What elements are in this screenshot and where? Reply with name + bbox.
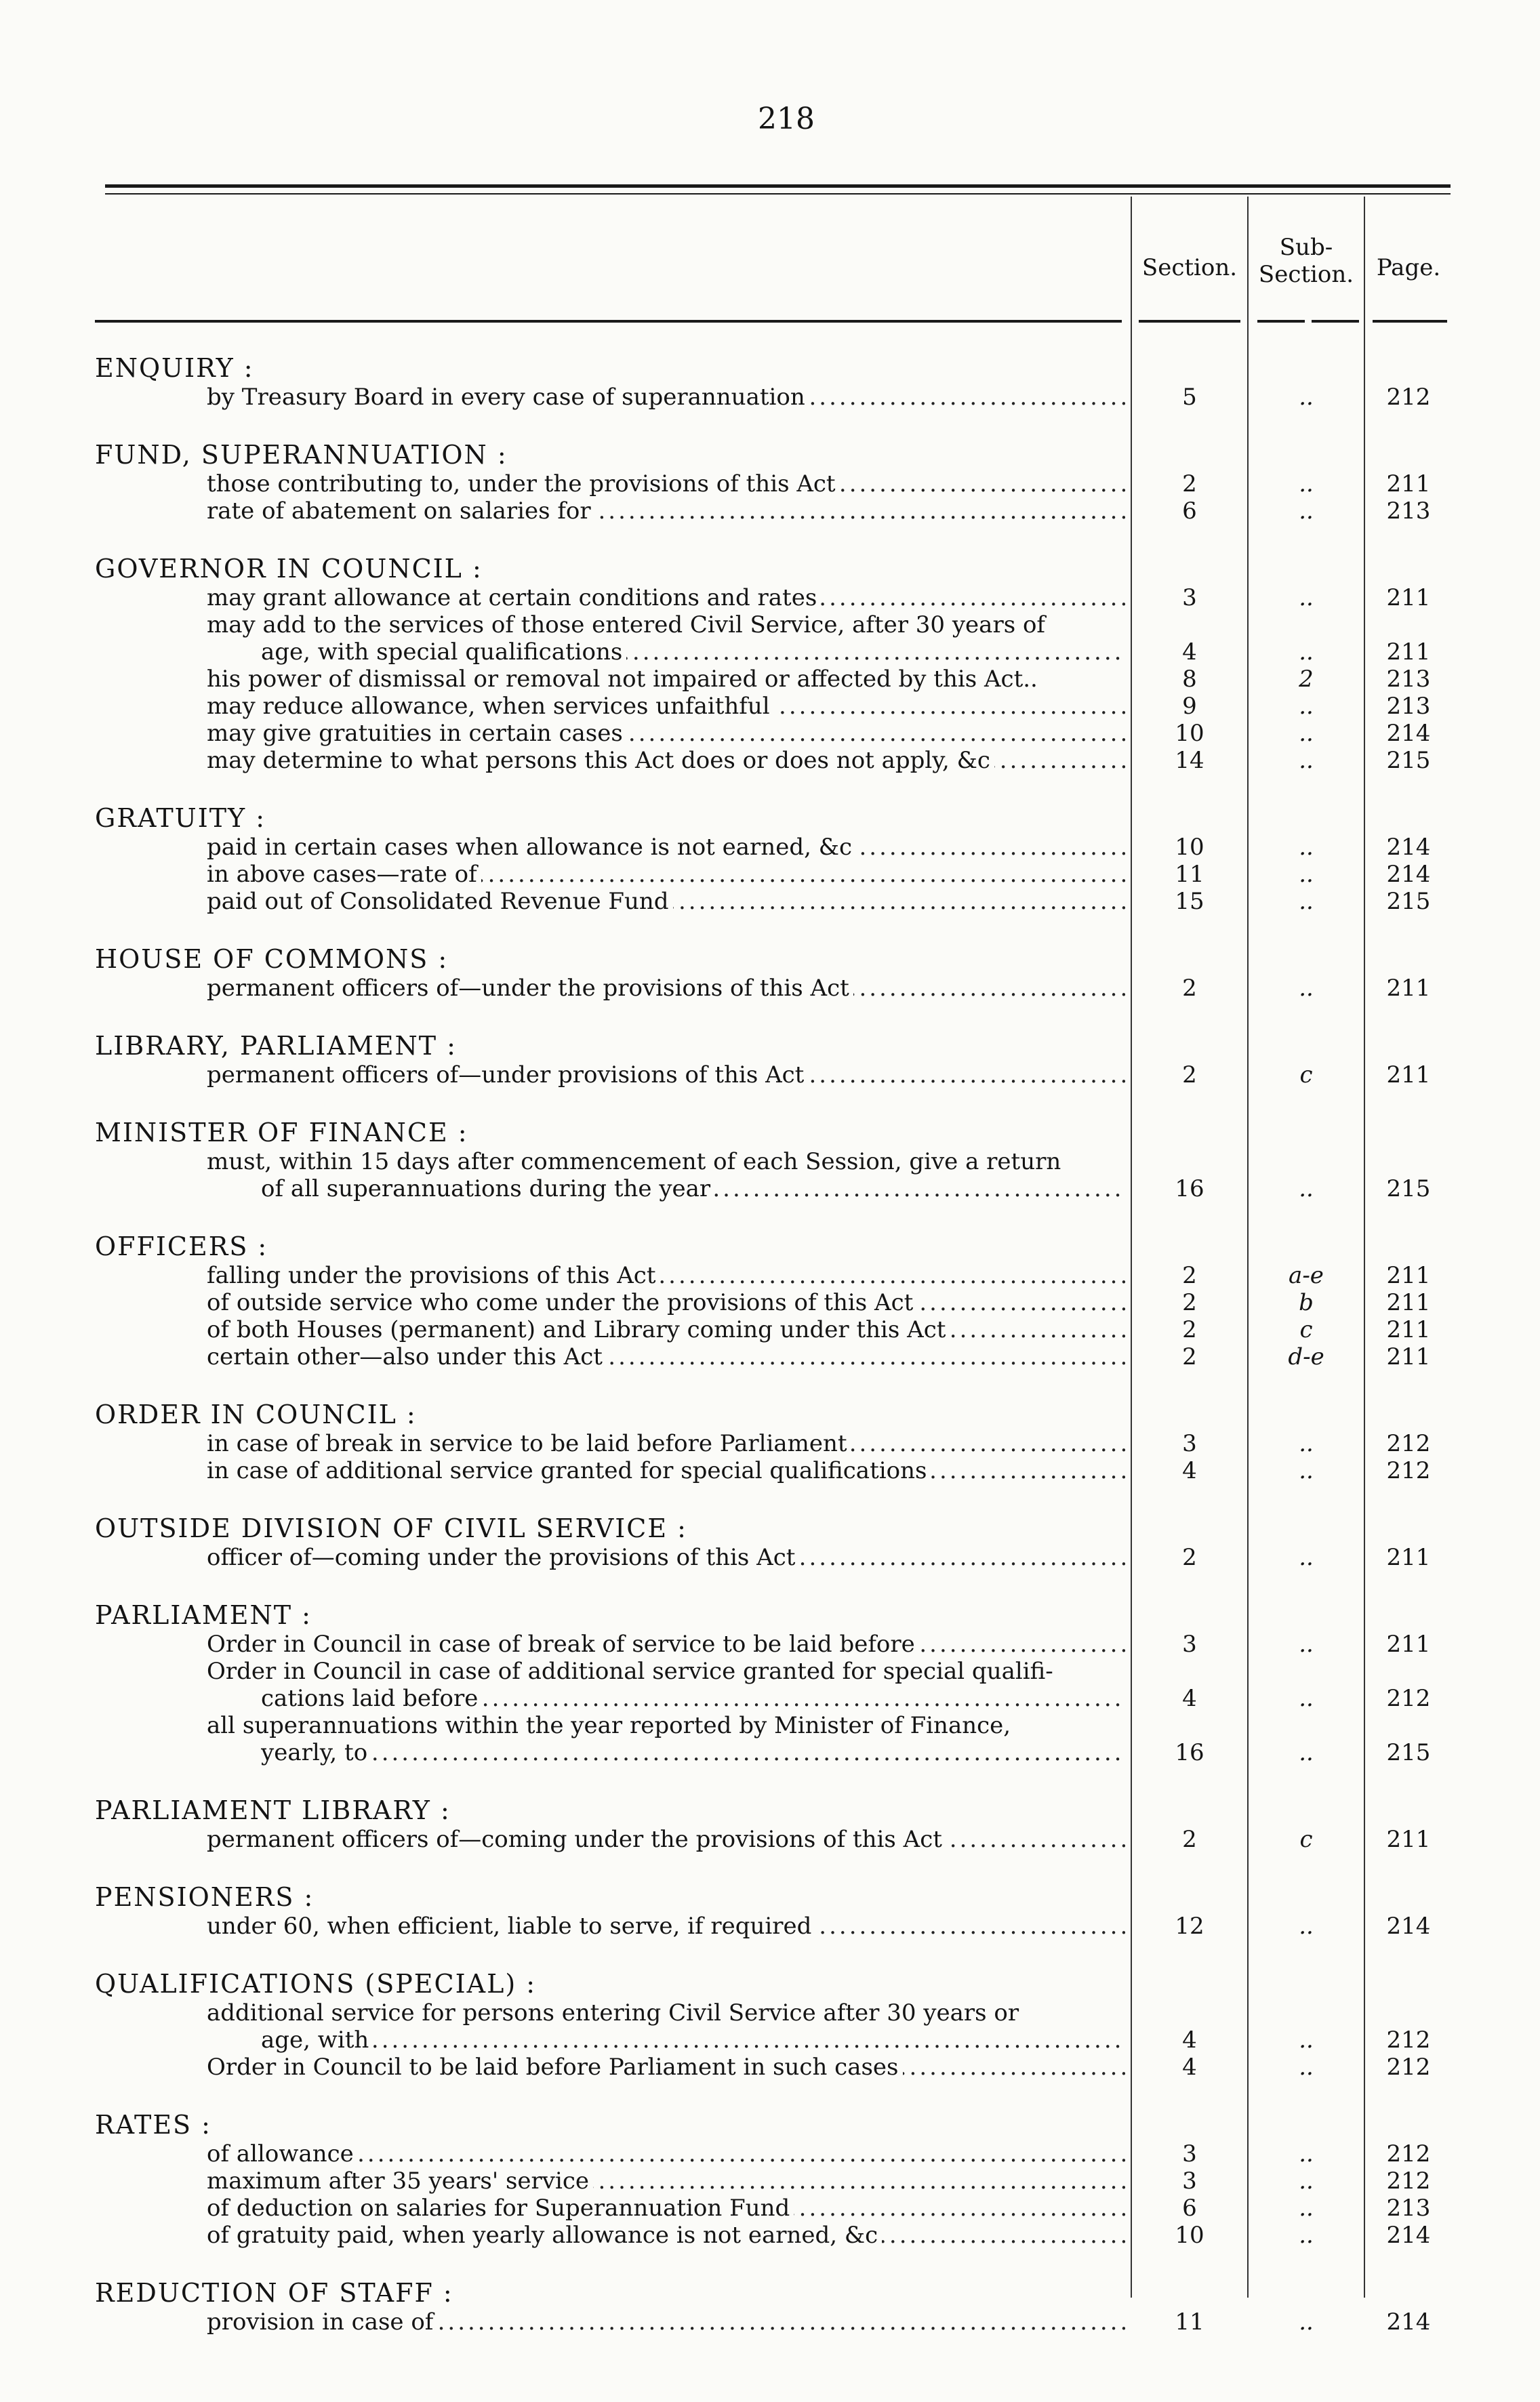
column-header-page: Page. bbox=[1376, 254, 1441, 281]
index-heading: REDUCTION OF STAFF : bbox=[95, 2278, 453, 2308]
entry-subsection: .. bbox=[1299, 2054, 1314, 2081]
index-entry bbox=[0, 2054, 1540, 2081]
entry-text: maximum after 35 years' service bbox=[207, 2167, 593, 2195]
entry-section: 3 bbox=[1182, 1430, 1197, 1457]
index-group bbox=[0, 1881, 1540, 1940]
entry-text: in case of break in service to be laid before Parliament bbox=[207, 1430, 851, 1457]
entry-text: may grant allowance at certain conditions and rates bbox=[207, 584, 821, 611]
entry-section: 3 bbox=[1182, 1631, 1197, 1658]
index-entry bbox=[0, 2195, 1540, 2222]
entry-subsection: .. bbox=[1299, 2167, 1314, 2195]
entry-subsection: .. bbox=[1299, 1685, 1314, 1712]
index-heading: ORDER IN COUNCIL : bbox=[95, 1400, 417, 1429]
entry-subsection: .. bbox=[1299, 2027, 1314, 2054]
entry-subsection: .. bbox=[1299, 497, 1314, 525]
entry-text: Order in Council to be laid before Parliament in such cases bbox=[207, 2054, 903, 2081]
entry-subsection: .. bbox=[1299, 1544, 1314, 1571]
index-entry bbox=[0, 747, 1540, 774]
entry-description bbox=[207, 861, 1125, 888]
entry-text: certain other—also under this Act bbox=[207, 1343, 607, 1370]
entry-subsection: .. bbox=[1299, 720, 1314, 747]
entry-text: Order in Council in case of additional service granted for special qualifi- bbox=[207, 1658, 1057, 1685]
entry-section: 9 bbox=[1182, 693, 1197, 720]
entry-page: 212 bbox=[1386, 384, 1431, 411]
index-entry bbox=[0, 1061, 1540, 1088]
entry-description bbox=[207, 2140, 1125, 2167]
entry-section: 2 bbox=[1182, 1343, 1197, 1370]
entry-page: 212 bbox=[1386, 1685, 1431, 1712]
column-header-section: Section. bbox=[1141, 254, 1238, 281]
entry-page: 214 bbox=[1386, 720, 1431, 747]
index-entry bbox=[0, 1457, 1540, 1484]
entry-section: 4 bbox=[1182, 1685, 1197, 1712]
top-rule-thick bbox=[105, 184, 1451, 188]
index-heading: MINISTER OF FINANCE : bbox=[95, 1118, 468, 1147]
entry-text: of deduction on salaries for Superannuation Fund bbox=[207, 2195, 794, 2222]
entry-section: 14 bbox=[1175, 747, 1204, 774]
index-entry bbox=[0, 1631, 1540, 1658]
entry-page: 213 bbox=[1386, 497, 1431, 525]
entry-subsection: .. bbox=[1299, 2308, 1314, 2336]
index-entry bbox=[0, 1343, 1540, 1370]
entry-subsection: .. bbox=[1299, 975, 1314, 1002]
entry-subsection: .. bbox=[1299, 1175, 1314, 1202]
entry-text: additional service for persons entering Civil Service after 30 years or bbox=[207, 1999, 1023, 2027]
entry-subsection: .. bbox=[1299, 1457, 1314, 1484]
entry-subsection: .. bbox=[1299, 834, 1314, 861]
entry-text: under 60, when efficient, liable to serve, if required bbox=[207, 1913, 815, 1940]
entry-text: permanent officers of—coming under the provisions of this Act bbox=[207, 1826, 946, 1853]
entry-subsection: .. bbox=[1299, 2222, 1314, 2249]
entry-text: those contributing to, under the provisions of this Act bbox=[207, 470, 840, 497]
entry-description bbox=[207, 1061, 1125, 1088]
header-rule bbox=[1373, 320, 1447, 323]
entry-page: 212 bbox=[1386, 1457, 1431, 1484]
entry-text: of gratuity paid, when yearly allowance is not earned, &c bbox=[207, 2222, 882, 2249]
page-number: 218 bbox=[758, 102, 815, 136]
entry-section: 2 bbox=[1182, 1316, 1197, 1343]
entry-section: 2 bbox=[1182, 975, 1197, 1002]
index-entry bbox=[0, 693, 1540, 720]
index-entry bbox=[0, 638, 1540, 666]
entry-section: 10 bbox=[1175, 2222, 1204, 2249]
index-heading: OFFICERS : bbox=[95, 1231, 268, 1261]
entry-subsection: c bbox=[1299, 1316, 1313, 1343]
entry-text: falling under the provisions of this Act bbox=[207, 1262, 660, 1289]
entry-description bbox=[207, 834, 1125, 861]
entry-text: may give gratuities in certain cases bbox=[207, 720, 627, 747]
entry-description bbox=[207, 666, 1125, 693]
entry-text: of outside service who come under the provisions of this Act bbox=[207, 1289, 917, 1316]
index-group bbox=[0, 1399, 1540, 1484]
entry-description bbox=[207, 1712, 1125, 1739]
index-entry bbox=[0, 666, 1540, 693]
entry-text: cations laid before bbox=[261, 1685, 482, 1712]
entry-text: officer of—coming under the provisions of this Act bbox=[207, 1544, 799, 1571]
index-heading: PARLIAMENT LIBRARY : bbox=[95, 1795, 451, 1825]
entry-text: must, within 15 days after commencement of each Session, give a return bbox=[207, 1148, 1065, 1175]
entry-section: 2 bbox=[1182, 1262, 1197, 1289]
entry-text: Order in Council in case of break of service to be laid before bbox=[207, 1631, 919, 1658]
index-group bbox=[0, 1231, 1540, 1370]
entry-subsection: .. bbox=[1299, 584, 1314, 611]
header-rule bbox=[1312, 320, 1359, 323]
entry-text: may reduce allowance, when services unfaithful bbox=[207, 693, 774, 720]
entry-section: 8 bbox=[1182, 666, 1197, 693]
entry-subsection: c bbox=[1299, 1826, 1313, 1853]
index-group bbox=[0, 1117, 1540, 1202]
entry-text: permanent officers of—under provisions of this Act bbox=[207, 1061, 808, 1088]
entry-page: 211 bbox=[1386, 1343, 1431, 1370]
entry-description bbox=[261, 2027, 1125, 2054]
entry-subsection: .. bbox=[1299, 1430, 1314, 1457]
entry-text: provision in case of bbox=[207, 2308, 437, 2336]
index-entry bbox=[0, 834, 1540, 861]
index-entry bbox=[0, 611, 1540, 638]
index-entry bbox=[0, 497, 1540, 525]
entry-section: 12 bbox=[1175, 1913, 1204, 1940]
entry-description bbox=[207, 1826, 1125, 1853]
entry-subsection: .. bbox=[1299, 1913, 1314, 1940]
entry-page: 215 bbox=[1386, 1739, 1431, 1766]
entry-description bbox=[207, 2054, 1125, 2081]
index-entry bbox=[0, 1999, 1540, 2027]
entry-text: all superannuations within the year reported by Minister of Finance, bbox=[207, 1712, 1015, 1739]
entry-section: 11 bbox=[1175, 2308, 1204, 2336]
index-entry bbox=[0, 888, 1540, 915]
entry-description bbox=[207, 1999, 1125, 2027]
index-entry bbox=[0, 1712, 1540, 1739]
entry-description bbox=[207, 2167, 1125, 2195]
entry-page: 212 bbox=[1386, 2167, 1431, 2195]
index-entry bbox=[0, 1289, 1540, 1316]
entry-page: 211 bbox=[1386, 638, 1431, 666]
entry-section: 4 bbox=[1182, 638, 1197, 666]
entry-page: 215 bbox=[1386, 1175, 1431, 1202]
entry-description bbox=[207, 1631, 1125, 1658]
index-group bbox=[0, 1513, 1540, 1571]
entry-section: 2 bbox=[1182, 1826, 1197, 1853]
entry-description bbox=[207, 747, 1125, 774]
entry-description bbox=[207, 384, 1125, 411]
index-heading: PENSIONERS : bbox=[95, 1882, 315, 1912]
entry-text: of all superannuations during the year bbox=[261, 1175, 714, 1202]
entry-section: 16 bbox=[1175, 1175, 1204, 1202]
column-header-subsection-line2: Section. bbox=[1258, 261, 1354, 288]
entry-description bbox=[207, 720, 1125, 747]
entry-page: 213 bbox=[1386, 693, 1431, 720]
entry-text: paid out of Consolidated Revenue Fund bbox=[207, 888, 673, 915]
entry-text: of both Houses (permanent) and Library coming under this Act bbox=[207, 1316, 950, 1343]
entry-section: 2 bbox=[1182, 470, 1197, 497]
index-group bbox=[0, 2109, 1540, 2249]
entry-section: 10 bbox=[1175, 834, 1204, 861]
entry-subsection: .. bbox=[1299, 470, 1314, 497]
index-entry bbox=[0, 1316, 1540, 1343]
entry-subsection: a-e bbox=[1289, 1262, 1324, 1289]
entry-page: 211 bbox=[1386, 1289, 1431, 1316]
entry-description bbox=[207, 1343, 1125, 1370]
entry-subsection: .. bbox=[1299, 384, 1314, 411]
entry-description bbox=[207, 1430, 1125, 1457]
entry-page: 211 bbox=[1386, 1061, 1431, 1088]
entry-subsection: .. bbox=[1299, 861, 1314, 888]
entry-section: 4 bbox=[1182, 1457, 1197, 1484]
entry-subsection: c bbox=[1299, 1061, 1313, 1088]
entry-description bbox=[207, 1148, 1125, 1175]
entry-page: 214 bbox=[1386, 1913, 1431, 1940]
index-group bbox=[0, 352, 1540, 411]
index-heading: HOUSE OF COMMONS : bbox=[95, 944, 449, 974]
entry-description bbox=[261, 1685, 1125, 1712]
index-heading: RATES : bbox=[95, 2110, 211, 2140]
entry-text: age, with special qualifications bbox=[261, 638, 626, 666]
index-group bbox=[0, 553, 1540, 774]
index-heading: QUALIFICATIONS (SPECIAL) : bbox=[95, 1969, 537, 1999]
index-entry bbox=[0, 1739, 1540, 1766]
index-entry bbox=[0, 470, 1540, 497]
entry-page: 211 bbox=[1386, 470, 1431, 497]
index-group bbox=[0, 1968, 1540, 2081]
entry-subsection: .. bbox=[1299, 1631, 1314, 1658]
entry-description bbox=[207, 693, 1125, 720]
entry-description bbox=[207, 497, 1125, 525]
index-heading: LIBRARY, PARLIAMENT : bbox=[95, 1031, 457, 1061]
entry-section: 10 bbox=[1175, 720, 1204, 747]
column-header-subsection-line1: Sub- bbox=[1279, 234, 1333, 261]
index-entry bbox=[0, 1148, 1540, 1175]
entry-page: 214 bbox=[1386, 861, 1431, 888]
entry-page: 214 bbox=[1386, 834, 1431, 861]
entry-text: by Treasury Board in every case of superannuation bbox=[207, 384, 809, 411]
entry-description bbox=[207, 1262, 1125, 1289]
entry-page: 211 bbox=[1386, 1631, 1431, 1658]
entry-subsection: .. bbox=[1299, 693, 1314, 720]
index-group bbox=[0, 439, 1540, 525]
entry-description bbox=[207, 1658, 1125, 1685]
index-heading: OUTSIDE DIVISION OF CIVIL SERVICE : bbox=[95, 1513, 687, 1543]
entry-section: 2 bbox=[1182, 1544, 1197, 1571]
index-entry bbox=[0, 861, 1540, 888]
entry-section: 11 bbox=[1175, 861, 1204, 888]
entry-page: 211 bbox=[1386, 1826, 1431, 1853]
entry-subsection: .. bbox=[1299, 638, 1314, 666]
header-rule bbox=[1139, 320, 1240, 323]
entry-page: 213 bbox=[1386, 666, 1431, 693]
header-rule bbox=[1257, 320, 1305, 323]
entry-description bbox=[207, 611, 1125, 638]
index-group bbox=[0, 1030, 1540, 1088]
index-group bbox=[0, 943, 1540, 1002]
entry-subsection: .. bbox=[1299, 888, 1314, 915]
index-entry bbox=[0, 2140, 1540, 2167]
entry-description bbox=[207, 888, 1125, 915]
entry-page: 215 bbox=[1386, 888, 1431, 915]
index-entry bbox=[0, 1658, 1540, 1685]
entry-text: permanent officers of—under the provisions of this Act bbox=[207, 975, 853, 1002]
entry-section: 3 bbox=[1182, 584, 1197, 611]
entry-page: 214 bbox=[1386, 2222, 1431, 2249]
entry-subsection: .. bbox=[1299, 2140, 1314, 2167]
index-entry bbox=[0, 1544, 1540, 1571]
entry-section: 3 bbox=[1182, 2167, 1197, 2195]
entry-description bbox=[207, 470, 1125, 497]
entry-section: 16 bbox=[1175, 1739, 1204, 1766]
index-group bbox=[0, 802, 1540, 915]
index-entry bbox=[0, 1685, 1540, 1712]
entry-page: 211 bbox=[1386, 584, 1431, 611]
entry-section: 5 bbox=[1182, 384, 1197, 411]
entry-page: 211 bbox=[1386, 1544, 1431, 1571]
index-entry bbox=[0, 584, 1540, 611]
entry-subsection: .. bbox=[1299, 1739, 1314, 1766]
entry-description bbox=[261, 1175, 1125, 1202]
entry-subsection: .. bbox=[1299, 2195, 1314, 2222]
entry-subsection: b bbox=[1299, 1289, 1314, 1316]
entry-text: of allowance bbox=[207, 2140, 358, 2167]
entry-section: 6 bbox=[1182, 2195, 1197, 2222]
entry-subsection: .. bbox=[1299, 747, 1314, 774]
index-heading: PARLIAMENT : bbox=[95, 1600, 312, 1630]
entry-text: yearly, to bbox=[261, 1739, 371, 1766]
entry-text: may determine to what persons this Act does or does not apply, &c bbox=[207, 747, 994, 774]
index-group bbox=[0, 2277, 1540, 2336]
index-heading: FUND, SUPERANNUATION : bbox=[95, 440, 508, 470]
entry-text: paid in certain cases when allowance is not earned, &c bbox=[207, 834, 856, 861]
index-entry bbox=[0, 1430, 1540, 1457]
entry-page: 212 bbox=[1386, 2140, 1431, 2167]
entry-text: may add to the services of those entered Civil Service, after 30 years of bbox=[207, 611, 1049, 638]
entry-text: in case of additional service granted for special qualifications bbox=[207, 1457, 931, 1484]
entry-page: 211 bbox=[1386, 975, 1431, 1002]
index-heading: ENQUIRY : bbox=[95, 353, 254, 383]
entry-description bbox=[207, 2222, 1125, 2249]
index-entry bbox=[0, 384, 1540, 411]
index-entries bbox=[0, 352, 1540, 2364]
index-entry bbox=[0, 1913, 1540, 1940]
entry-section: 6 bbox=[1182, 497, 1197, 525]
entry-section: 15 bbox=[1175, 888, 1204, 915]
entry-description bbox=[207, 584, 1125, 611]
entry-description bbox=[261, 638, 1125, 666]
entry-page: 213 bbox=[1386, 2195, 1431, 2222]
index-entry bbox=[0, 2167, 1540, 2195]
index-entry bbox=[0, 1175, 1540, 1202]
entry-text: in above cases—rate of bbox=[207, 861, 481, 888]
entry-text: rate of abatement on salaries for bbox=[207, 497, 595, 525]
entry-subsection: 2 bbox=[1299, 666, 1314, 693]
index-entry bbox=[0, 2308, 1540, 2336]
index-group bbox=[0, 1795, 1540, 1853]
header-rule bbox=[95, 320, 1122, 323]
index-group bbox=[0, 1600, 1540, 1766]
entry-section: 3 bbox=[1182, 2140, 1197, 2167]
entry-page: 211 bbox=[1386, 1316, 1431, 1343]
entry-section: 2 bbox=[1182, 1289, 1197, 1316]
index-entry bbox=[0, 1826, 1540, 1853]
entry-page: 211 bbox=[1386, 1262, 1431, 1289]
entry-page: 214 bbox=[1386, 2308, 1431, 2336]
entry-section: 4 bbox=[1182, 2027, 1197, 2054]
entry-subsection: d-e bbox=[1288, 1343, 1324, 1370]
entry-description bbox=[261, 1739, 1125, 1766]
index-heading: GOVERNOR IN COUNCIL : bbox=[95, 554, 483, 584]
index-entry bbox=[0, 975, 1540, 1002]
top-rule-thin bbox=[105, 193, 1451, 195]
entry-page: 212 bbox=[1386, 2027, 1431, 2054]
index-entry bbox=[0, 2027, 1540, 2054]
index-entry bbox=[0, 720, 1540, 747]
entry-text: age, with bbox=[261, 2027, 373, 2054]
entry-description bbox=[207, 2308, 1125, 2336]
entry-section: 2 bbox=[1182, 1061, 1197, 1088]
entry-text: his power of dismissal or removal not impaired or affected by this Act.. bbox=[207, 666, 1042, 693]
entry-description bbox=[207, 1457, 1125, 1484]
entry-section: 4 bbox=[1182, 2054, 1197, 2081]
entry-description bbox=[207, 2195, 1125, 2222]
entry-page: 212 bbox=[1386, 2054, 1431, 2081]
index-heading: GRATUITY : bbox=[95, 803, 266, 833]
index-entry bbox=[0, 2222, 1540, 2249]
column-header-subsection bbox=[1250, 234, 1362, 288]
index-entry bbox=[0, 1262, 1540, 1289]
entry-description bbox=[207, 1316, 1125, 1343]
entry-description bbox=[207, 1289, 1125, 1316]
entry-description bbox=[207, 1913, 1125, 1940]
entry-description bbox=[207, 1544, 1125, 1571]
entry-page: 212 bbox=[1386, 1430, 1431, 1457]
entry-description bbox=[207, 975, 1125, 1002]
entry-page: 215 bbox=[1386, 747, 1431, 774]
